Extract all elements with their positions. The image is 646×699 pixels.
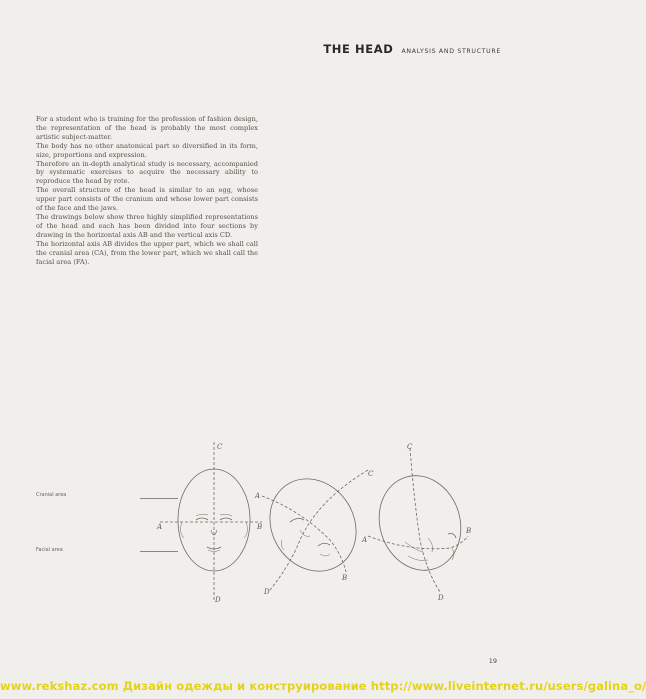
letter-d: D [215,596,221,604]
letter-b: B [342,574,348,582]
page-number: 19 [488,657,497,665]
letter-c: C [217,443,223,451]
facial-area-label: Facial area [36,547,63,553]
letter-c: C [368,470,374,478]
letter-a: A [362,536,368,544]
body-text [36,115,258,266]
letter-d: D [264,588,270,596]
letter-b: B [257,523,263,531]
header-subtitle: ANALYSIS AND STRUCTURE [401,48,501,55]
head-diagram-front [160,442,262,602]
head-diagrams [0,430,519,630]
page-header [323,38,501,57]
watermark-text: www.rekshaz.com Дизайн одежды и конструирование http://www.liveinternet.ru/users/galina_o/ [0,679,646,693]
header-title: THE HEAD [323,42,394,56]
cranial-area-label: Cranial area [36,492,67,498]
head-diagram-side [367,448,473,592]
letter-b: B [466,527,472,535]
head-diagram-tilted [253,463,373,590]
paragraph: Therefore an in-depth analytical study is necessary, accompanied by systematic exercises to acquire the necessary ability to reproduce the head by rote. [36,159,258,186]
letter-c: C [407,443,413,451]
letter-d: D [438,594,444,602]
paragraph: The drawings below show three highly simplified representations of the head and each has been divided into four sections by drawing in the horizontal axis AB and the vertical axis CD. [36,212,258,239]
paragraph: For a student who is training for the profession of fashion design, the representation of the head is probably the most complex artistic subject-matter. [36,115,258,141]
paragraph: The body has no other anatomical part so diversified in its form, size, proportions and expression. [36,141,258,159]
letter-a: A [157,523,163,531]
paragraph: The horizontal axis AB divides the upper part, which we shall call the cranial area (CA), from the lower part, which we shall call the facial area (FA). [36,239,258,266]
paragraph: The overall structure of the head is similar to an egg, whose upper part consists of the cranium and whose lower part consists of the face and the jaws. [36,186,258,213]
letter-a: A [255,492,261,500]
